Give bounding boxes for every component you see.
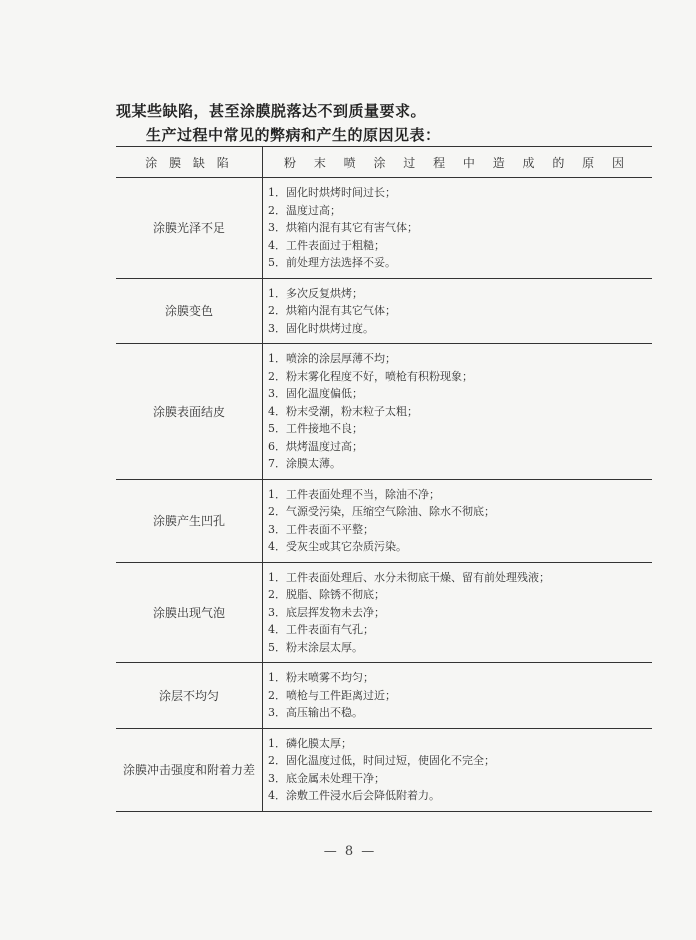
cause-item: 2．气源受污染，压缩空气除油、除水不彻底；: [268, 505, 495, 518]
cause-list: [263, 663, 652, 728]
cause-list: [263, 178, 652, 278]
cause-item: 2．粉末雾化程度不好，喷枪有积粉现象；: [268, 369, 473, 383]
cause-item: 3．底层挥发物未去净；: [268, 605, 385, 619]
cause-item: 1．固化时烘烤时间过长；: [268, 186, 396, 199]
cause-item: 3．固化温度偏低；: [268, 387, 363, 400]
cause-list: [263, 480, 652, 562]
defect-name: 涂膜产生凹孔: [116, 480, 263, 562]
cause-list: [263, 729, 652, 811]
defect-name: 涂膜冲击强度和附着力差: [116, 729, 263, 811]
cause-item: 1．工件表面处理后、水分未彻底干燥、留有前处理残液；: [268, 570, 550, 584]
defect-name: 涂膜表面结皮: [116, 344, 263, 479]
cause-item: 3．烘箱内混有其它有害气体；: [268, 221, 418, 234]
cause-item: 4．涂敷工件浸水后会降低附着力。: [268, 789, 440, 802]
table-body: [116, 178, 652, 812]
cause-item: 1．多次反复烘烤；: [268, 286, 363, 300]
cause-item: 7．涂膜太薄。: [268, 457, 341, 470]
table-row: [116, 178, 652, 279]
defect-cause-table: [116, 146, 652, 812]
table-row: [116, 663, 652, 729]
cause-item: 2．烘箱内混有其它气体；: [268, 304, 396, 317]
defect-name: 涂层不均匀: [116, 663, 263, 728]
intro-line-2: 生产过程中常见的弊病和产生的原因见表：: [146, 126, 441, 144]
cause-item: 1．粉末喷雾不均匀；: [268, 671, 374, 684]
cause-list: [263, 279, 652, 344]
table-row: [116, 729, 652, 812]
cause-item: 1．工件表面处理不当，除油不净；: [268, 487, 440, 501]
cause-item: 3．工件表面不平整；: [268, 522, 374, 536]
cause-item: 2．温度过高；: [268, 203, 341, 217]
defect-name: 涂膜光泽不足: [116, 178, 263, 278]
page-number: — 8 —: [323, 844, 377, 859]
defect-name: 涂膜变色: [116, 279, 263, 344]
cause-item: 5．工件接地不良；: [268, 422, 363, 435]
cause-item: 1．喷涂的涂层厚薄不均；: [268, 352, 396, 365]
cause-item: 2．脱脂、除锈不彻底；: [268, 588, 385, 601]
table-row: [116, 279, 652, 345]
header-defect: 涂 膜 缺 陷: [116, 147, 263, 177]
intro-line-1: 现某些缺陷，甚至涂膜脱落达不到质量要求。: [116, 102, 427, 120]
cause-item: 2．固化温度过低，时间过短，使固化不完全；: [268, 754, 495, 767]
header-cause: 粉 末 喷 涂 过 程 中 造 成 的 原 因: [284, 155, 631, 170]
cause-list: [263, 563, 652, 663]
cause-item: 4．工件表面有气孔；: [268, 623, 374, 636]
cause-list: [263, 344, 652, 479]
cause-item: 4．受灰尘或其它杂质污染。: [268, 540, 407, 553]
cause-item: 3．底金属未处理干净；: [268, 771, 385, 785]
cause-item: 4．粉末受潮，粉末粒子太粗；: [268, 404, 418, 418]
cause-item: 2．喷枪与工件距离过近；: [268, 688, 396, 702]
cause-item: 3．固化时烘烤过度。: [268, 321, 374, 335]
cause-item: 1．磷化膜太厚；: [268, 736, 352, 750]
cause-item: 3．高压输出不稳。: [268, 706, 363, 719]
cause-item: 4．工件表面过于粗糙；: [268, 238, 385, 252]
cause-item: 6．烘烤温度过高；: [268, 439, 363, 453]
table-header: [116, 147, 652, 178]
cause-item: 5．粉末涂层太厚。: [268, 640, 363, 654]
table-row: [116, 480, 652, 563]
table-row: [116, 344, 652, 480]
table-row: [116, 563, 652, 664]
defect-name: 涂膜出现气泡: [116, 563, 263, 663]
cause-item: 5．前处理方法选择不妥。: [268, 256, 396, 269]
